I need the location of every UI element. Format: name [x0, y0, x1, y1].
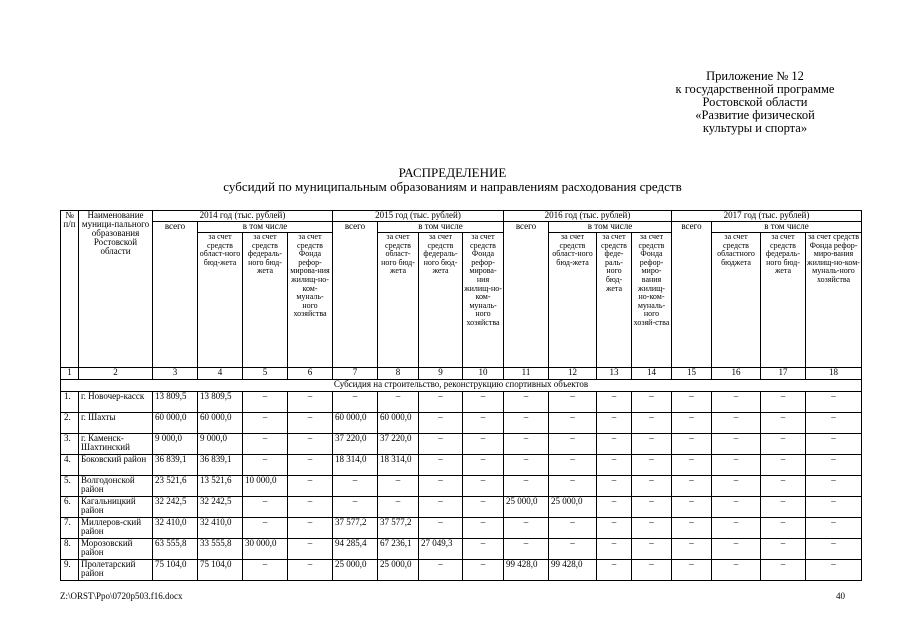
header-sub: за счет средств област-ного бюд-жета: [198, 233, 243, 368]
value-cell: –: [333, 476, 378, 497]
column-number: 7: [333, 368, 378, 380]
appendix-line: «Развитие физической: [695, 108, 815, 122]
value-cell: 10 000,0: [243, 476, 288, 497]
value-cell: 99 428,0: [549, 560, 597, 581]
value-cell: 25 000,0: [504, 497, 549, 518]
header-sub: за счет средств феде-раль-ного бюд-жета: [597, 233, 632, 368]
value-cell: –: [712, 560, 761, 581]
value-cell: –: [463, 539, 504, 560]
value-cell: –: [672, 455, 712, 476]
title-sub: субсидий по муниципальным образованиям и направлениям расходования средств: [223, 179, 682, 194]
value-cell: –: [597, 392, 632, 413]
value-cell: –: [419, 518, 463, 539]
value-cell: –: [463, 413, 504, 434]
value-cell: –: [549, 518, 597, 539]
footer-file-path: Z:\ORST\Ppo\0720p503.f16.docx: [60, 591, 183, 601]
value-cell: –: [243, 518, 288, 539]
value-cell: –: [243, 392, 288, 413]
value-cell: 33 555,8: [198, 539, 243, 560]
value-cell: –: [597, 539, 632, 560]
value-cell: –: [243, 455, 288, 476]
value-cell: –: [806, 560, 862, 581]
value-cell: –: [288, 455, 333, 476]
value-cell: –: [288, 392, 333, 413]
value-cell: 32 410,0: [198, 518, 243, 539]
value-cell: –: [504, 476, 549, 497]
value-cell: –: [761, 539, 806, 560]
value-cell: 60 000,0: [153, 413, 198, 434]
row-number: 1.: [61, 392, 79, 413]
value-cell: –: [806, 539, 862, 560]
municipality-name: г. Новочер-касск: [79, 392, 153, 413]
value-cell: –: [712, 455, 761, 476]
column-number: 4: [198, 368, 243, 380]
section-title: Субсидия на строительство, реконструкцию спортивных объектов: [61, 380, 862, 392]
header-total: всего: [672, 222, 712, 368]
value-cell: –: [761, 560, 806, 581]
value-cell: –: [463, 455, 504, 476]
value-cell: –: [419, 476, 463, 497]
value-cell: –: [549, 455, 597, 476]
value-cell: –: [761, 455, 806, 476]
value-cell: –: [806, 518, 862, 539]
value-cell: –: [806, 497, 862, 518]
value-cell: –: [632, 560, 672, 581]
value-cell: –: [288, 518, 333, 539]
value-cell: 75 104,0: [198, 560, 243, 581]
municipality-name: Кагальницкий район: [79, 497, 153, 518]
table-row: [61, 497, 862, 518]
value-cell: –: [597, 434, 632, 455]
value-cell: –: [632, 392, 672, 413]
value-cell: –: [632, 497, 672, 518]
row-number: 7.: [61, 518, 79, 539]
value-cell: –: [806, 392, 862, 413]
value-cell: 13 809,5: [153, 392, 198, 413]
value-cell: –: [243, 560, 288, 581]
header-no: № п/п: [61, 211, 79, 368]
appendix-line: Ростовской области: [702, 95, 808, 109]
value-cell: 23 521,6: [153, 476, 198, 497]
row-number: 5.: [61, 476, 79, 497]
column-number: 8: [378, 368, 419, 380]
column-number: 10: [463, 368, 504, 380]
value-cell: –: [378, 497, 419, 518]
table-row: [61, 413, 862, 434]
value-cell: –: [243, 413, 288, 434]
column-number: 9: [419, 368, 463, 380]
value-cell: –: [419, 413, 463, 434]
value-cell: 18 314,0: [333, 455, 378, 476]
value-cell: 99 428,0: [504, 560, 549, 581]
table-row: [61, 518, 862, 539]
value-cell: –: [597, 560, 632, 581]
header-year: 2015 год (тыс. рублей): [333, 211, 504, 222]
header-year: 2016 год (тыс. рублей): [504, 211, 672, 222]
value-cell: 75 104,0: [153, 560, 198, 581]
column-number: 12: [549, 368, 597, 380]
value-cell: 63 555,8: [153, 539, 198, 560]
municipality-name: Миллеров-ский район: [79, 518, 153, 539]
value-cell: –: [288, 476, 333, 497]
value-cell: –: [712, 497, 761, 518]
header-sub: за счет средств област-ного бюд-жета: [549, 233, 597, 368]
value-cell: 60 000,0: [198, 413, 243, 434]
value-cell: –: [806, 476, 862, 497]
value-cell: –: [463, 476, 504, 497]
header-sub: за счет средств Фонда рефор-мирова-ния жилищ-но-ком-муналь-ного хозяйства: [463, 233, 504, 368]
header-sub: за счет средств областного бюджета: [712, 233, 761, 368]
header-including: в том числе: [712, 222, 862, 233]
value-cell: 32 242,5: [153, 497, 198, 518]
value-cell: –: [463, 392, 504, 413]
header-including: в том числе: [378, 222, 504, 233]
header-sub: за счет средств Фонда рефор-миро-вания жилищ-но-ком-муналь-ного хозяй-ства: [632, 233, 672, 368]
value-cell: –: [761, 497, 806, 518]
value-cell: –: [597, 455, 632, 476]
value-cell: –: [712, 392, 761, 413]
header-including: в том числе: [549, 222, 672, 233]
title-main: РАСПРЕДЕЛЕНИЕ: [398, 165, 507, 180]
column-number: 6: [288, 368, 333, 380]
municipality-name: г. Каменск-Шахтинский: [79, 434, 153, 455]
column-number: 18: [806, 368, 862, 380]
value-cell: –: [806, 434, 862, 455]
value-cell: –: [672, 497, 712, 518]
column-number: 13: [597, 368, 632, 380]
value-cell: –: [712, 476, 761, 497]
value-cell: –: [288, 434, 333, 455]
header-year: 2017 год (тыс. рублей): [672, 211, 862, 222]
municipality-name: Боковский район: [79, 455, 153, 476]
value-cell: –: [419, 455, 463, 476]
header-sub: за счет средств федераль-ного бюд-жета: [761, 233, 806, 368]
header-name: Наименование муници-пального образования Ростовской области: [79, 211, 153, 368]
column-number: 11: [504, 368, 549, 380]
value-cell: –: [761, 476, 806, 497]
value-cell: 36 839,1: [153, 455, 198, 476]
value-cell: –: [672, 518, 712, 539]
value-cell: 27 049,3: [419, 539, 463, 560]
value-cell: 30 000,0: [243, 539, 288, 560]
table-row: [61, 539, 862, 560]
value-cell: –: [672, 392, 712, 413]
value-cell: 25 000,0: [549, 497, 597, 518]
value-cell: –: [632, 434, 672, 455]
value-cell: –: [504, 455, 549, 476]
value-cell: 60 000,0: [378, 413, 419, 434]
header-sub: за счет средств Фонда рефор-миро-вания жилищ-но-ком-муналь-ного хозяйства: [806, 233, 862, 368]
value-cell: –: [378, 392, 419, 413]
appendix-line: к государственной программе: [675, 82, 835, 96]
header-total: всего: [333, 222, 378, 368]
header-total: всего: [504, 222, 549, 368]
value-cell: –: [419, 560, 463, 581]
value-cell: 94 285,4: [333, 539, 378, 560]
value-cell: –: [378, 476, 419, 497]
column-number: 14: [632, 368, 672, 380]
row-number: 8.: [61, 539, 79, 560]
document-title: [0, 166, 905, 194]
header-sub: за счет средств федераль-ного бюд-жета: [243, 233, 288, 368]
value-cell: –: [504, 392, 549, 413]
table-row: [61, 392, 862, 413]
value-cell: –: [549, 392, 597, 413]
value-cell: –: [597, 518, 632, 539]
value-cell: –: [761, 434, 806, 455]
column-number: 1: [61, 368, 79, 380]
value-cell: –: [504, 539, 549, 560]
header-sub: за счет средств федераль-ного бюд-жета: [419, 233, 463, 368]
value-cell: –: [333, 497, 378, 518]
value-cell: –: [549, 539, 597, 560]
table-row: [61, 560, 862, 581]
value-cell: –: [761, 413, 806, 434]
value-cell: –: [712, 413, 761, 434]
value-cell: –: [288, 497, 333, 518]
value-cell: –: [243, 497, 288, 518]
row-number: 2.: [61, 413, 79, 434]
value-cell: –: [549, 413, 597, 434]
value-cell: –: [504, 518, 549, 539]
column-number: 2: [79, 368, 153, 380]
header-total: всего: [153, 222, 198, 368]
value-cell: 32 242,5: [198, 497, 243, 518]
page-number: 40: [836, 591, 845, 601]
value-cell: –: [672, 434, 712, 455]
value-cell: 37 220,0: [378, 434, 419, 455]
value-cell: –: [419, 392, 463, 413]
value-cell: 37 220,0: [333, 434, 378, 455]
value-cell: 36 839,1: [198, 455, 243, 476]
value-cell: 32 410,0: [153, 518, 198, 539]
row-number: 9.: [61, 560, 79, 581]
column-number: 17: [761, 368, 806, 380]
value-cell: –: [288, 413, 333, 434]
value-cell: –: [672, 413, 712, 434]
value-cell: 13 521,6: [198, 476, 243, 497]
value-cell: –: [672, 539, 712, 560]
appendix-line: культуры и спорта»: [702, 121, 808, 135]
table-row: [61, 455, 862, 476]
table-row: [61, 434, 862, 455]
value-cell: –: [549, 434, 597, 455]
value-cell: –: [632, 518, 672, 539]
value-cell: –: [597, 413, 632, 434]
column-number: 16: [712, 368, 761, 380]
row-number: 4.: [61, 455, 79, 476]
value-cell: –: [333, 392, 378, 413]
header-sub: за счет средств Фонда рефор-мирова-ния жилищ-но-ком-муналь-ного хозяйства: [288, 233, 333, 368]
value-cell: –: [288, 560, 333, 581]
column-number: 5: [243, 368, 288, 380]
value-cell: –: [806, 455, 862, 476]
value-cell: –: [632, 455, 672, 476]
value-cell: –: [712, 539, 761, 560]
municipality-name: Пролетарский район: [79, 560, 153, 581]
value-cell: –: [463, 518, 504, 539]
value-cell: –: [672, 560, 712, 581]
value-cell: –: [632, 476, 672, 497]
value-cell: –: [672, 476, 712, 497]
value-cell: –: [712, 434, 761, 455]
value-cell: 13 809,5: [198, 392, 243, 413]
municipality-name: Морозовский район: [79, 539, 153, 560]
value-cell: –: [463, 434, 504, 455]
appendix-block: [600, 70, 905, 135]
value-cell: 60 000,0: [333, 413, 378, 434]
header-sub: за счет средств област-ного бюд-жета: [378, 233, 419, 368]
value-cell: 67 236,1: [378, 539, 419, 560]
header-including: в том числе: [198, 222, 333, 233]
value-cell: –: [761, 392, 806, 413]
value-cell: –: [597, 476, 632, 497]
value-cell: –: [549, 476, 597, 497]
row-number: 3.: [61, 434, 79, 455]
header-year: 2014 год (тыс. рублей): [153, 211, 333, 222]
value-cell: –: [419, 434, 463, 455]
value-cell: –: [504, 434, 549, 455]
column-number: 3: [153, 368, 198, 380]
value-cell: –: [419, 497, 463, 518]
appendix-line: Приложение № 12: [706, 69, 804, 83]
value-cell: –: [632, 413, 672, 434]
table-row: [61, 476, 862, 497]
value-cell: 18 314,0: [378, 455, 419, 476]
value-cell: –: [243, 434, 288, 455]
value-cell: –: [806, 413, 862, 434]
value-cell: –: [504, 413, 549, 434]
value-cell: –: [288, 539, 333, 560]
municipality-name: Волгодонской район: [79, 476, 153, 497]
value-cell: 37 577,2: [378, 518, 419, 539]
value-cell: 9 000,0: [198, 434, 243, 455]
value-cell: –: [463, 497, 504, 518]
value-cell: –: [463, 560, 504, 581]
row-number: 6.: [61, 497, 79, 518]
value-cell: –: [761, 518, 806, 539]
value-cell: 25 000,0: [378, 560, 419, 581]
distribution-table: [60, 210, 862, 581]
value-cell: 37 577,2: [333, 518, 378, 539]
municipality-name: г. Шахты: [79, 413, 153, 434]
value-cell: –: [712, 518, 761, 539]
value-cell: –: [597, 497, 632, 518]
value-cell: –: [632, 539, 672, 560]
value-cell: 25 000,0: [333, 560, 378, 581]
column-number: 15: [672, 368, 712, 380]
value-cell: 9 000,0: [153, 434, 198, 455]
